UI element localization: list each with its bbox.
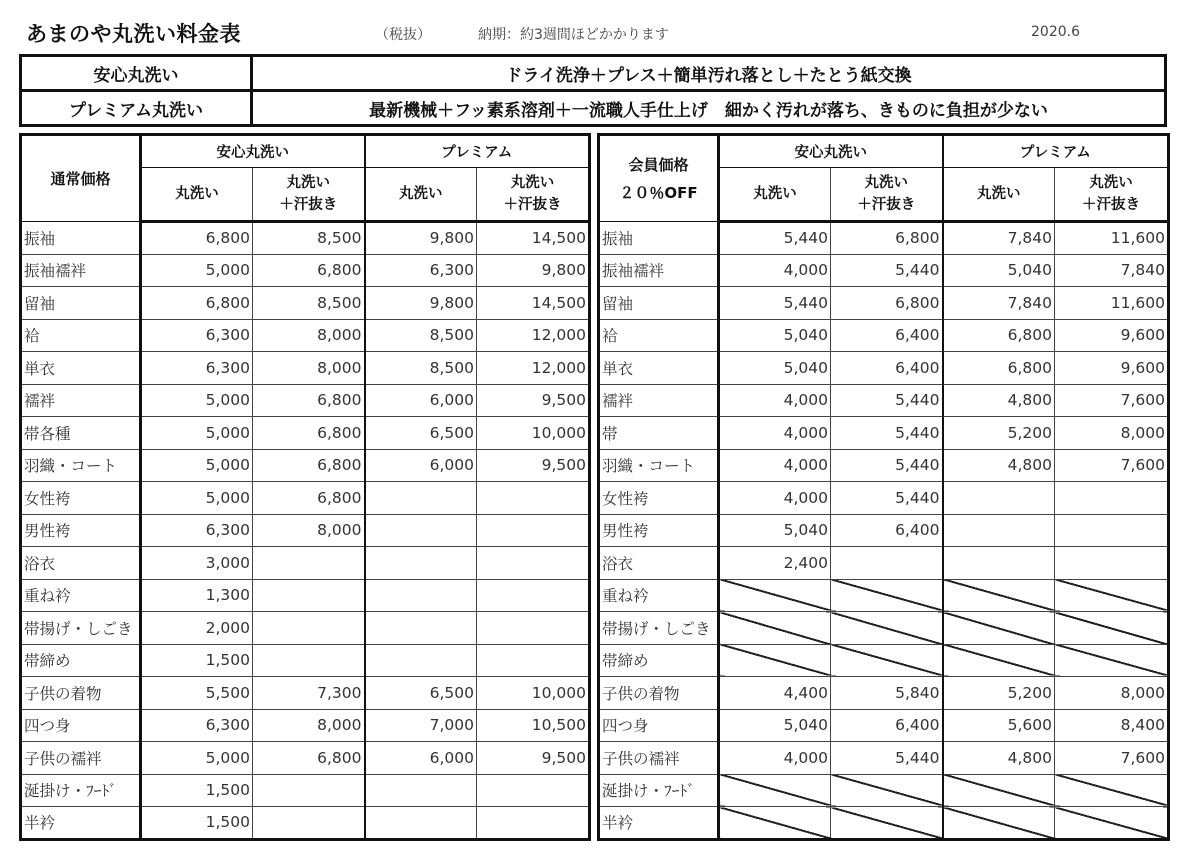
premium-wash-price (365, 579, 477, 612)
anshin-wash-price: 4,000 (719, 254, 831, 287)
item-name-cell: 振袖 (599, 222, 719, 255)
anshin-wash-price: 6,300 (141, 352, 253, 385)
service-row (21, 56, 1166, 91)
anshin-wash-sweat-price: 6,800 (253, 384, 365, 417)
item-name-cell: 振袖襦袢 (599, 254, 719, 287)
premium-wash-price (365, 547, 477, 580)
anshin-wash-price: 4,400 (719, 677, 831, 710)
item-name-cell: 重ね衿 (599, 579, 719, 612)
premium-wash-sweat-price: 12,000 (477, 319, 590, 352)
price-row (21, 222, 590, 255)
premium-wash-sweat-price: 7,600 (1055, 384, 1169, 417)
price-row (599, 482, 1169, 515)
item-name-cell: 襦袢 (599, 384, 719, 417)
anshin-wash-sweat-price: 6,800 (253, 449, 365, 482)
anshin-wash-sweat-price (253, 612, 365, 645)
premium-wash-sweat-price: 7,600 (1055, 742, 1169, 775)
premium-wash-price: 5,200 (943, 417, 1055, 450)
premium-wash-sweat-price: 11,600 (1055, 222, 1169, 255)
price-row (599, 807, 1169, 840)
price-row (599, 384, 1169, 417)
item-name-cell: 子供の襦袢 (21, 742, 141, 775)
plan-header-premium: プレミアム (943, 135, 1169, 168)
anshin-wash-price: 6,300 (141, 514, 253, 547)
anshin-wash-price: 1,300 (141, 579, 253, 612)
anshin-wash-price: 6,300 (141, 709, 253, 742)
premium-wash-sweat-price (477, 579, 590, 612)
premium-wash-sweat-price: 8,000 (1055, 417, 1169, 450)
anshin-wash-sweat-price (831, 612, 943, 645)
premium-wash-sweat-price: 14,500 (477, 287, 590, 320)
premium-wash-sweat-price (477, 807, 590, 840)
anshin-wash-price: 5,040 (719, 514, 831, 547)
anshin-wash-sweat-price: 6,800 (831, 287, 943, 320)
price-row (599, 514, 1169, 547)
anshin-wash-price: 2,000 (141, 612, 253, 645)
anshin-wash-sweat-price: 8,000 (253, 352, 365, 385)
premium-wash-price: 5,040 (943, 254, 1055, 287)
anshin-wash-sweat-price: 8,000 (253, 514, 365, 547)
item-name-cell: 浴衣 (21, 547, 141, 580)
premium-wash-sweat-price (1055, 774, 1169, 807)
premium-wash-price (365, 514, 477, 547)
premium-wash-sweat-price (1055, 547, 1169, 580)
item-name-cell: 子供の着物 (21, 677, 141, 710)
price-row (21, 352, 590, 385)
anshin-wash-price: 5,000 (141, 417, 253, 450)
item-name-cell: 男性袴 (599, 514, 719, 547)
premium-wash-price (943, 547, 1055, 580)
anshin-wash-sweat-price (253, 807, 365, 840)
premium-wash-price (365, 644, 477, 677)
anshin-wash-price: 5,440 (719, 287, 831, 320)
document-date: 2020.6 (1031, 24, 1080, 40)
price-row (599, 417, 1169, 450)
premium-wash-sweat-price: 10,000 (477, 417, 590, 450)
premium-wash-price: 5,600 (943, 709, 1055, 742)
item-name-cell: 袷 (599, 319, 719, 352)
item-name-cell: 単衣 (21, 352, 141, 385)
item-name-cell: 子供の着物 (599, 677, 719, 710)
price-row (599, 612, 1169, 645)
premium-wash-price (365, 774, 477, 807)
item-name-cell: 帯締め (599, 644, 719, 677)
anshin-wash-price: 6,800 (141, 222, 253, 255)
premium-wash-price: 7,840 (943, 287, 1055, 320)
tax-note: （税抜） (375, 27, 431, 43)
anshin-wash-sweat-price: 6,400 (831, 352, 943, 385)
anshin-wash-price: 3,000 (141, 547, 253, 580)
premium-wash-price (943, 774, 1055, 807)
price-row (599, 449, 1169, 482)
anshin-wash-price (719, 579, 831, 612)
premium-wash-sweat-price: 9,500 (477, 742, 590, 775)
anshin-wash-price: 5,000 (141, 449, 253, 482)
service-name: プレミアム丸洗い (21, 91, 252, 126)
item-name-cell: 羽織・コート (599, 449, 719, 482)
regular-price-table (19, 133, 591, 841)
anshin-wash-price: 5,500 (141, 677, 253, 710)
premium-wash-price: 4,800 (943, 742, 1055, 775)
premium-wash-price: 7,840 (943, 222, 1055, 255)
anshin-wash-price: 5,000 (141, 384, 253, 417)
price-row (599, 287, 1169, 320)
col-header-wash-sweat: 丸洗い ＋汗抜き (1055, 168, 1169, 222)
col-header-wash-sweat: 丸洗い ＋汗抜き (253, 168, 365, 222)
premium-wash-sweat-price (477, 547, 590, 580)
anshin-wash-sweat-price: 8,000 (253, 709, 365, 742)
anshin-wash-sweat-price (831, 579, 943, 612)
price-row (21, 254, 590, 287)
anshin-wash-sweat-price: 5,440 (831, 742, 943, 775)
premium-wash-sweat-price (1055, 579, 1169, 612)
member-price-table (597, 133, 1170, 841)
price-row (21, 514, 590, 547)
price-row (21, 644, 590, 677)
anshin-wash-sweat-price: 8,000 (253, 319, 365, 352)
price-row (21, 417, 590, 450)
price-row (599, 644, 1169, 677)
item-name-cell: 四つ身 (599, 709, 719, 742)
anshin-wash-sweat-price: 8,500 (253, 222, 365, 255)
price-row (21, 449, 590, 482)
item-name-cell: 袷 (21, 319, 141, 352)
premium-wash-sweat-price: 9,600 (1055, 352, 1169, 385)
premium-wash-price: 9,800 (365, 222, 477, 255)
price-row (21, 774, 590, 807)
premium-wash-price: 7,000 (365, 709, 477, 742)
item-name-cell: 留袖 (599, 287, 719, 320)
anshin-wash-price (719, 612, 831, 645)
premium-wash-price (943, 644, 1055, 677)
plan-header-anshin: 安心丸洗い (719, 135, 943, 168)
plan-header-anshin: 安心丸洗い (141, 135, 365, 168)
regular-price-label: 通常価格 (21, 135, 141, 222)
anshin-wash-price: 5,000 (141, 254, 253, 287)
premium-wash-price: 6,000 (365, 384, 477, 417)
premium-wash-price (943, 807, 1055, 840)
service-name: 安心丸洗い (21, 56, 252, 91)
service-description-table (19, 54, 1167, 127)
item-name-cell: 羽織・コート (21, 449, 141, 482)
item-name-cell: 振袖襦袢 (21, 254, 141, 287)
service-description: 最新機械＋フッ素系溶剤＋一流職人手仕上げ 細かく汚れが落ち、きものに負担が少ない (252, 91, 1166, 126)
anshin-wash-sweat-price (253, 774, 365, 807)
anshin-wash-sweat-price: 5,440 (831, 417, 943, 450)
price-row (21, 579, 590, 612)
premium-wash-price: 6,300 (365, 254, 477, 287)
premium-wash-price: 5,200 (943, 677, 1055, 710)
anshin-wash-price: 5,000 (141, 482, 253, 515)
premium-wash-sweat-price (1055, 807, 1169, 840)
premium-wash-price (943, 482, 1055, 515)
anshin-wash-sweat-price: 6,400 (831, 709, 943, 742)
premium-wash-sweat-price (477, 612, 590, 645)
anshin-wash-sweat-price (831, 774, 943, 807)
premium-wash-sweat-price: 8,400 (1055, 709, 1169, 742)
premium-wash-price: 6,800 (943, 319, 1055, 352)
anshin-wash-sweat-price: 6,800 (831, 222, 943, 255)
price-row (21, 709, 590, 742)
premium-wash-sweat-price (1055, 482, 1169, 515)
anshin-wash-sweat-price: 6,800 (253, 417, 365, 450)
anshin-wash-price: 4,000 (719, 482, 831, 515)
premium-wash-sweat-price: 10,500 (477, 709, 590, 742)
premium-wash-sweat-price (477, 514, 590, 547)
item-name-cell: 子供の襦袢 (599, 742, 719, 775)
anshin-wash-sweat-price (831, 547, 943, 580)
premium-wash-sweat-price: 7,840 (1055, 254, 1169, 287)
item-name-cell: 涎掛け・ﾌｰﾄﾞ (599, 774, 719, 807)
price-row (21, 482, 590, 515)
price-row (21, 384, 590, 417)
premium-wash-price: 4,800 (943, 449, 1055, 482)
item-name-cell: 帯揚げ・しごき (21, 612, 141, 645)
premium-wash-price (365, 807, 477, 840)
premium-wash-sweat-price: 11,600 (1055, 287, 1169, 320)
col-header-wash: 丸洗い (719, 168, 831, 222)
premium-wash-sweat-price: 9,800 (477, 254, 590, 287)
premium-wash-price: 6,000 (365, 449, 477, 482)
price-row (21, 547, 590, 580)
anshin-wash-sweat-price: 6,400 (831, 319, 943, 352)
premium-wash-sweat-price: 10,000 (477, 677, 590, 710)
premium-wash-sweat-price (1055, 514, 1169, 547)
price-row (599, 254, 1169, 287)
item-name-cell: 半衿 (21, 807, 141, 840)
premium-wash-price (365, 482, 477, 515)
anshin-wash-price: 1,500 (141, 807, 253, 840)
member-price-label: 会員価格 ２０％OFF (599, 135, 719, 222)
anshin-wash-price: 2,400 (719, 547, 831, 580)
col-header-wash-sweat: 丸洗い ＋汗抜き (477, 168, 590, 222)
item-name-cell: 帯各種 (21, 417, 141, 450)
price-row (599, 579, 1169, 612)
price-row (599, 352, 1169, 385)
price-row (21, 287, 590, 320)
anshin-wash-sweat-price: 8,500 (253, 287, 365, 320)
premium-wash-sweat-price: 9,500 (477, 449, 590, 482)
anshin-wash-price: 4,000 (719, 449, 831, 482)
col-header-wash: 丸洗い (141, 168, 253, 222)
premium-wash-sweat-price (477, 774, 590, 807)
premium-wash-sweat-price: 9,600 (1055, 319, 1169, 352)
price-row (599, 709, 1169, 742)
price-row (21, 612, 590, 645)
anshin-wash-sweat-price: 6,800 (253, 482, 365, 515)
premium-wash-price: 6,800 (943, 352, 1055, 385)
anshin-wash-sweat-price: 5,440 (831, 482, 943, 515)
price-row (21, 807, 590, 840)
col-header-wash: 丸洗い (943, 168, 1055, 222)
anshin-wash-price: 5,040 (719, 352, 831, 385)
item-name-cell: 半衿 (599, 807, 719, 840)
item-name-cell: 涎掛け・ﾌｰﾄﾞ (21, 774, 141, 807)
anshin-wash-sweat-price: 6,800 (253, 742, 365, 775)
premium-wash-price: 9,800 (365, 287, 477, 320)
premium-wash-sweat-price: 7,600 (1055, 449, 1169, 482)
premium-wash-price: 6,000 (365, 742, 477, 775)
service-description: ドライ洗浄＋プレス＋簡単汚れ落とし＋たとう紙交換 (252, 56, 1166, 91)
item-name-cell: 重ね衿 (21, 579, 141, 612)
item-name-cell: 振袖 (21, 222, 141, 255)
anshin-wash-price (719, 774, 831, 807)
price-row (599, 774, 1169, 807)
item-name-cell: 帯揚げ・しごき (599, 612, 719, 645)
premium-wash-price: 8,500 (365, 352, 477, 385)
premium-wash-price (943, 612, 1055, 645)
anshin-wash-price: 5,040 (719, 319, 831, 352)
anshin-wash-price: 5,000 (141, 742, 253, 775)
premium-wash-price: 8,500 (365, 319, 477, 352)
price-row (21, 319, 590, 352)
anshin-wash-price (719, 807, 831, 840)
anshin-wash-price: 4,000 (719, 417, 831, 450)
premium-wash-price (943, 514, 1055, 547)
anshin-wash-price: 4,000 (719, 742, 831, 775)
delivery-note: 納期：約3週間ほどかかります (478, 27, 669, 43)
anshin-wash-sweat-price: 5,840 (831, 677, 943, 710)
item-name-cell: 女性袴 (21, 482, 141, 515)
premium-wash-sweat-price: 14,500 (477, 222, 590, 255)
item-name-cell: 帯 (599, 417, 719, 450)
premium-wash-price: 6,500 (365, 417, 477, 450)
anshin-wash-sweat-price: 5,440 (831, 384, 943, 417)
anshin-wash-sweat-price: 5,440 (831, 254, 943, 287)
premium-wash-sweat-price: 12,000 (477, 352, 590, 385)
anshin-wash-price: 1,500 (141, 774, 253, 807)
price-row (599, 222, 1169, 255)
anshin-wash-price: 6,300 (141, 319, 253, 352)
price-row (599, 319, 1169, 352)
price-row (599, 677, 1169, 710)
premium-wash-price: 4,800 (943, 384, 1055, 417)
item-name-cell: 帯締め (21, 644, 141, 677)
premium-wash-sweat-price: 9,500 (477, 384, 590, 417)
anshin-wash-price: 6,800 (141, 287, 253, 320)
anshin-wash-sweat-price: 5,440 (831, 449, 943, 482)
col-header-wash-sweat: 丸洗い ＋汗抜き (831, 168, 943, 222)
price-row (21, 677, 590, 710)
premium-wash-sweat-price: 8,000 (1055, 677, 1169, 710)
anshin-wash-sweat-price (831, 807, 943, 840)
page-title: あまのや丸洗い料金表 (26, 22, 241, 46)
item-name-cell: 女性袴 (599, 482, 719, 515)
item-name-cell: 浴衣 (599, 547, 719, 580)
premium-wash-price: 6,500 (365, 677, 477, 710)
premium-wash-sweat-price (477, 644, 590, 677)
col-header-wash: 丸洗い (365, 168, 477, 222)
anshin-wash-sweat-price: 6,400 (831, 514, 943, 547)
premium-wash-price (943, 579, 1055, 612)
item-name-cell: 単衣 (599, 352, 719, 385)
premium-wash-sweat-price (1055, 612, 1169, 645)
anshin-wash-sweat-price (253, 547, 365, 580)
anshin-wash-sweat-price: 6,800 (253, 254, 365, 287)
premium-wash-price (365, 612, 477, 645)
anshin-wash-price: 1,500 (141, 644, 253, 677)
price-row (599, 742, 1169, 775)
item-name-cell: 留袖 (21, 287, 141, 320)
anshin-wash-price: 4,000 (719, 384, 831, 417)
price-row (599, 547, 1169, 580)
anshin-wash-price: 5,040 (719, 709, 831, 742)
anshin-wash-price: 5,440 (719, 222, 831, 255)
premium-wash-sweat-price (1055, 644, 1169, 677)
anshin-wash-price (719, 644, 831, 677)
service-row (21, 91, 1166, 126)
item-name-cell: 四つ身 (21, 709, 141, 742)
price-row (21, 742, 590, 775)
premium-wash-sweat-price (477, 482, 590, 515)
plan-header-premium: プレミアム (365, 135, 590, 168)
anshin-wash-sweat-price (253, 644, 365, 677)
anshin-wash-sweat-price (253, 579, 365, 612)
anshin-wash-sweat-price (831, 644, 943, 677)
item-name-cell: 襦袢 (21, 384, 141, 417)
anshin-wash-sweat-price: 7,300 (253, 677, 365, 710)
item-name-cell: 男性袴 (21, 514, 141, 547)
